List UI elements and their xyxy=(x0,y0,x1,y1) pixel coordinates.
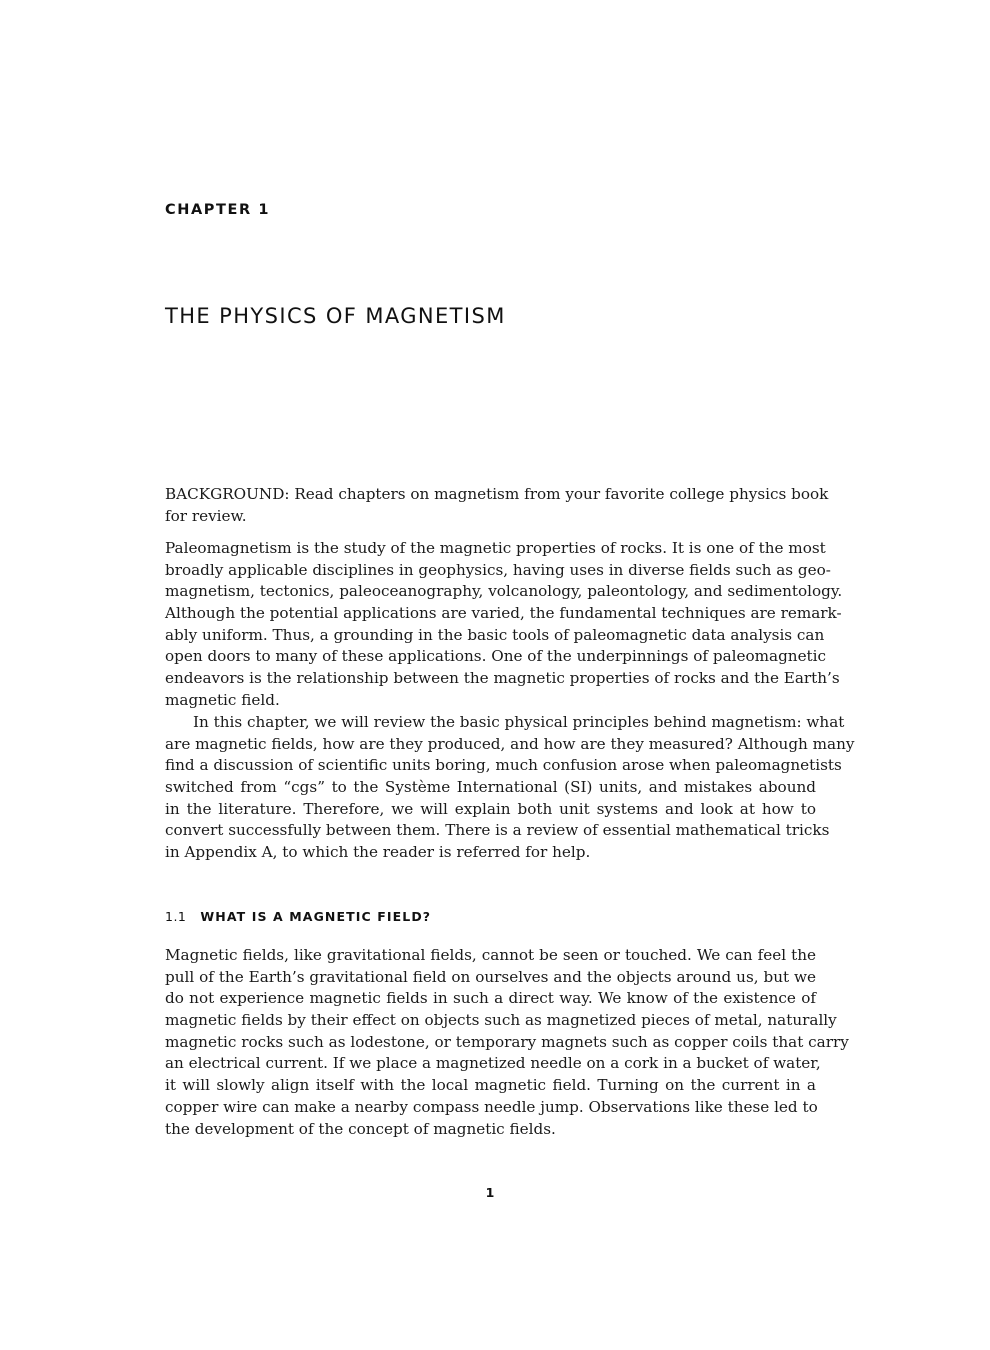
text-line: convert successfully between them. There is a review of essential mathematical tricks xyxy=(165,821,830,840)
text-line: switched from “cgs” to the Système International (SI) units, and mistakes abound xyxy=(165,778,816,797)
section-title: WHAT IS A MAGNETIC FIELD? xyxy=(200,909,432,924)
text-line: Magnetic fields, like gravitational fields, cannot be seen or touched. We can feel the xyxy=(165,946,816,964)
text-line: do not experience magnetic fields in such a direct way. We know of the existence of xyxy=(165,989,816,1008)
intro-paragraph-1 xyxy=(165,538,843,712)
section-number: 1.1 xyxy=(165,909,187,924)
section-1-1-paragraph xyxy=(165,945,849,1140)
text-line: an electrical current. If we place a magnetized needle on a cork in a bucket of water, xyxy=(165,1054,821,1073)
text-line: open doors to many of these applications. One of the underpinnings of paleomagnetic xyxy=(165,647,827,666)
page-number: 1 xyxy=(485,1185,495,1200)
text-line: magnetic field. xyxy=(165,690,280,709)
chapter-title: THE PHYSICS OF MAGNETISM xyxy=(165,304,506,328)
text-line: are magnetic fields, how are they produced, and how are they measured? Although many xyxy=(165,734,855,753)
text-line: it will slowly align itself with the local magnetic field. Turning on the current in a xyxy=(165,1076,816,1095)
text-line: the development of the concept of magnetic fields. xyxy=(165,1119,556,1138)
background-note xyxy=(165,484,829,527)
text-line: find a discussion of scientific units boring, much confusion arose when paleomagnetists xyxy=(165,756,842,775)
text-line: pull of the Earth’s gravitational field on ourselves and the objects around us, but we xyxy=(165,967,816,986)
chapter-label: CHAPTER 1 xyxy=(165,202,271,218)
text-line: magnetic rocks such as lodestone, or temporary magnets such as copper coils that carry xyxy=(165,1032,849,1051)
text-line: for review. xyxy=(165,506,247,525)
text-line: Paleomagnetism is the study of the magnetic properties of rocks. It is one of the most xyxy=(165,539,826,557)
text-line: in Appendix A, to which the reader is referred for help. xyxy=(165,843,591,862)
text-line: ably uniform. Thus, a grounding in the basic tools of paleomagnetic data analysis can xyxy=(165,625,825,644)
section-heading xyxy=(165,908,431,926)
text-line: endeavors is the relationship between the magnetic properties of rocks and the Earth’s xyxy=(165,669,840,688)
text-line: magnetic fields by their effect on objects such as magnetized pieces of metal, naturally xyxy=(165,1011,837,1030)
text-line: In this chapter, we will review the basic physical principles behind magnetism: what xyxy=(193,713,845,731)
intro-paragraph-2 xyxy=(165,712,855,864)
text-line: Although the potential applications are varied, the fundamental techniques are remark- xyxy=(165,604,842,623)
text-line: copper wire can make a nearby compass needle jump. Observations like these led to xyxy=(165,1097,818,1116)
text-line: BACKGROUND: Read chapters on magnetism from your favorite college physics book xyxy=(165,485,829,503)
text-line: broadly applicable disciplines in geophysics, having uses in diverse fields such as geo- xyxy=(165,560,831,579)
text-line: in the literature. Therefore, we will explain both unit systems and look at how to xyxy=(165,799,816,818)
text-line: magnetism, tectonics, paleoceanography, volcanology, paleontology, and sedimentology. xyxy=(165,582,843,601)
